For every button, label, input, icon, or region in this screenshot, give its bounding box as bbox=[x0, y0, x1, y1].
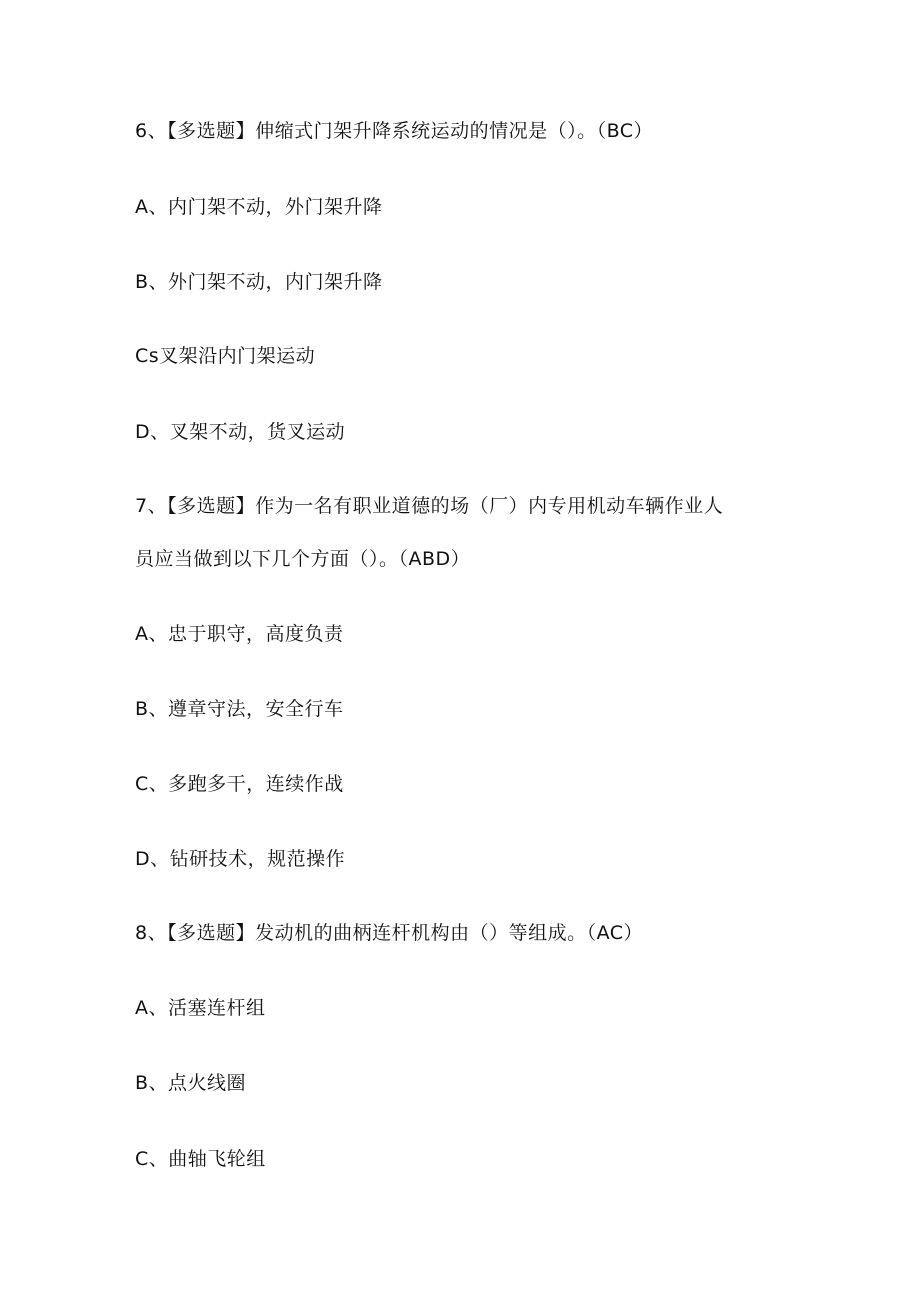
question-7-option-b: B、遵章守法，安全行车 bbox=[135, 698, 344, 720]
question-6-option-b: B、外门架不动，内门架升降 bbox=[135, 271, 383, 293]
question-8-option-a: A、活塞连杆组 bbox=[135, 997, 266, 1019]
question-7-option-a: A、忠于职守，高度负责 bbox=[135, 623, 344, 645]
question-8-option-b: B、点火线圈 bbox=[135, 1072, 247, 1094]
question-6-option-a: A、内门架不动，外门架升降 bbox=[135, 196, 383, 218]
question-6-stem: 6、【多选题】伸缩式门架升降系统运动的情况是（）。（BC） bbox=[135, 120, 654, 142]
question-6-option-c: Cs叉架沿内门架运动 bbox=[135, 345, 316, 367]
question-6-option-d: D、叉架不动，货叉运动 bbox=[135, 421, 346, 443]
question-7-stem-line-2: 员应当做到以下几个方面（）。（ABD） bbox=[135, 548, 471, 570]
question-8-option-c: C、曲轴飞轮组 bbox=[135, 1148, 266, 1170]
question-7-option-c: C、多跑多干，连续作战 bbox=[135, 773, 344, 795]
question-8-stem: 8、【多选题】发动机的曲柄连杆机构由（）等组成。（AC） bbox=[135, 922, 644, 944]
question-7-stem-line-1: 7、【多选题】作为一名有职业道德的场（厂）内专用机动车辆作业人 bbox=[135, 495, 724, 517]
question-7-option-d: D、钻研技术，规范操作 bbox=[135, 848, 346, 870]
